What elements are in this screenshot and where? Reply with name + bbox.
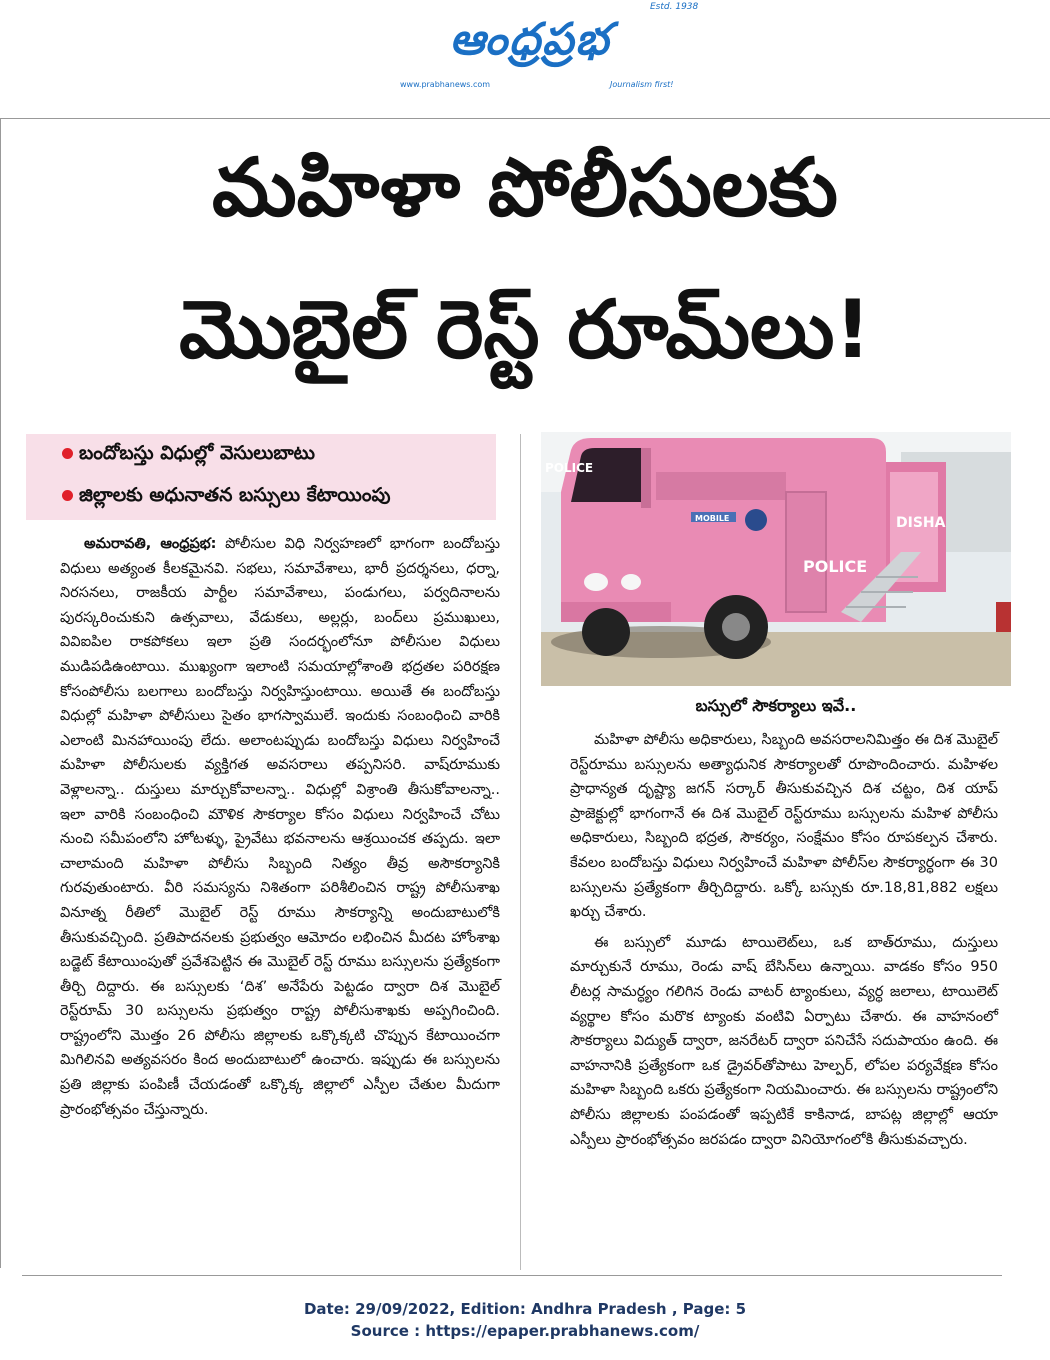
article-left-paragraph: పోలీసుల విధి నిర్వహణలో భాగంగా బందోబస్తు విధులు అత్యంత కీలకమైనవి. సభలు, సమావేశాలు, భారీ ప్రదర్శనలు, ధర్నా, నిరసనలు, రాజకీయ పార్టీల సమావేశాలు, పండుగలు, పర్వదినాలను పురస్కరించుకుని ఉత్సవాలు, వేడుకలు, అల్లర్లు, బంద్‌లు ప్రముఖులు, వివిఐపిల రాకపోకలు ఇలా ప్రతి సందర్భంలోనూ పోలీసుల విధులు ముడిపడిఉంటాయి. ముఖ్యంగా ఇలాంటి సమయాల్లోశాంతి భద్రతల పరిరక్షణ కోసంపోలీసు బలగాలు బందోబస్తు నిర్వహిస్తుంటాయి. అయితే ఈ బందోబస్తు విధుల్లో మహిళా పోలీసులు సైతం భాగస్వాములే. ఇందుకు సంబంధించి వారికి ఎలాంటి మినహాయింపు లేదు. అలాంటప్పుడు బందోబస్తు విధులు నిర్వహించే మహిళా పోలీసులకు వ్యక్తిగత అవసరాలు తప్పనిసరి. వాష్‌రూముకు వెళ్లాలన్నా.. దుస్తులు మార్చుకోవాలన్నా.. విధుల్లో విశ్రాంతి తీసుకోవాలన్నా.. ఇలా వారికి సంబంధించి మౌళిక సౌకర్యాల కోసం విధులు నిర్వహించే చోటు నుంచి సమీపంలోని హోటళ్ళు, ప్రైవేటు భవనాలను ఆశ్రయించక తప్పదు. ఇలా చాలామంది మహిళా పోలీసు సిబ్బంది నిత్యం తీవ్ర అసౌకర్యానికి గురవుతుంటారు. వీరి సమస్యను నిశితంగా పరిశీలించిన రాష్ట్ర పోలీసుశాఖ వినూత్న రీతిలో మొబైల్ రెస్ట్ రూము సౌకర్యాన్ని అందుబాటులోకి తీసుకువచ్చింది. ప్రతిపాదనలకు ప్రభుత్వం ఆమోదం లభించిన మీదట హోంశాఖ బడ్జెట్ కేటాయింపుతో ప్రవేశపెట్టిన ఈ మొబైల్ రెస్ట్ రూము బస్సులను ప్రత్యేకంగా తీర్చి దిద్దారు. ఈ బస్సులకు ‘దిశ’ అనేపేరు పెట్టడం ద్వారా దిశ మొబైల్ రెస్ట్‌రూమ్ 30 బస్సులను ప్రభుత్వం రాష్ట్ర పోలీసుశాఖకు అప్పగించింది. రాష్ట్రంలోని మొత్తం 26 పోలీసు జిల్లాలకు ఒక్కొక్కటి చొప్పున కేటాయించగా మిగిలినవి అత్యవసరం కింద అందుబాటులో ఉంచారు. ఇప్పుడు ఈ బస్సులను ప్రతి జిల్లాకు పంపిణీ చేయడంతో ఒక్కొక్క జిల్లాలో ఎస్పీల చేతుల మీదుగా ప్రారంభోత్సవం చేస్తున్నారు. — [60, 536, 500, 1118]
headline-line-2: మొబైల్ రెస్ట్ రూమ్‌లు! — [179, 283, 871, 376]
subhead-2-text: జిల్లాలకు అధునాతన బస్సులు కేటాయింపు — [79, 484, 391, 506]
bullet-icon — [62, 490, 73, 501]
dateline: అమరావతి, ఆంధ్రప్రభ: — [84, 536, 217, 552]
column-divider — [520, 434, 521, 1270]
site-url: www.prabhanews.com — [400, 80, 491, 89]
footer-date-line: Date: 29/09/2022, Edition: Andhra Pradesh , Page: 5 — [303, 1300, 747, 1318]
subhead-2 — [62, 484, 390, 511]
disha-label: DISHA — [896, 515, 946, 531]
mobile-label: MOBILE — [695, 514, 730, 523]
police-side-label: POLICE — [803, 557, 868, 576]
bottom-divider — [22, 1275, 1002, 1276]
bullet-icon — [62, 448, 73, 459]
estd-label: Estd. 1938 — [650, 2, 699, 12]
article-right-paragraph-2: ఈ బస్సులో మూడు టాయిలెట్‌లు, ఒక బాత్‌రూము, దుస్తులు మార్చుకునే రూము, రెండు వాష్ బేసిన్‌లు ఉన్నాయి. వాడకం కోసం 950 లీటర్ల సామర్ధ్యం గలిగిన రెండు వాటర్ ట్యాంకులు, వ్యర్ధ జలాలు, టాయిలెట్ వ్యర్థాల కోసం మరొక ట్యాంకు వంటివి ఏర్పాటు చేశారు. ఈ వాహనంలో సౌకర్యాలు విద్యుత్ ద్వారా, జనరేటర్ ద్వారా పనిచేసే సదుపాయం ఉంది. ఈ వాహనానికి ప్రత్యేకంగా ఒక డ్రైవర్‌తోపాటు హెల్పర్, లోపల పర్యవేక్షణ కోసం మహిళా సిబ్బంది ఒకరు ప్రత్యేకంగా నియమించారు. ఈ బస్సులను రాష్ట్రంలోని పోలీసు జిల్లాలకు పంపడంతో ఇప్పటికే కాకినాడ, బాపట్ల జిల్లాల్లో ఆయా ఎస్పీలు ప్రారంభోత్సవం జరపడం ద్వారా వినియోగంలోకి తీసుకువచ్చారు. — [570, 934, 998, 1148]
footer-source-line: Source : https://epaper.prabhanews.com/ — [350, 1322, 700, 1340]
masthead — [0, 0, 1050, 100]
police-top-label: POLICE — [545, 461, 594, 475]
article-left-column — [60, 532, 500, 1122]
pink-bus-illustration — [541, 432, 1011, 686]
subhead-1 — [62, 442, 315, 469]
newspaper-logo: ఆంధ్రప్రభ — [449, 14, 611, 65]
photo-caption: బస్సులో సౌకర్యాలు ఇవే.. — [695, 696, 857, 715]
bus-photo — [541, 432, 1011, 686]
article-right-paragraph-1: మహిళా పోలీసు అధికారులు, సిబ్బంది అవసరాలనిమిత్తం ఈ దిశ మొబైల్ రెస్ట్‌రూము బస్సులను అత్యాధునిక సౌకర్యాలతో రూపొందించారు. మహిళల ప్రాధాన్యత దృష్ట్యా జగన్ సర్కార్ తీసుకువచ్చిన దిశ చట్టం, దిశ యాప్ ప్రాజెక్టుల్లో భాగంగానే ఈ దిశ మొబైల్ రెస్ట్‌రూము బస్సులను మహిళ పోలీసు అధికారులు, సిబ్బంది భద్రత, సౌకర్యం, సంక్షేమం కోసం రూపకల్పన చేశారు. కేవలం బందోబస్తు విధులు నిర్వహించే మహిళా పోలీస్‌ల సౌకర్యార్ధంగా ఈ 30 బస్సులను ప్రత్యేకంగా తీర్చిదిద్దారు. ఒక్కో బస్సుకు రూ.18,81,882 లక్షలు ఖర్చు చేశారు. — [570, 732, 998, 921]
tagline: Journalism first! — [610, 80, 674, 89]
headline-line-1: మహిళా పోలీసులకు — [212, 141, 838, 234]
subhead-1-text: బందోబస్తు విధుల్లో వెసులుబాటు — [79, 442, 315, 464]
top-divider — [0, 118, 1050, 119]
article-right-column — [570, 728, 998, 1152]
